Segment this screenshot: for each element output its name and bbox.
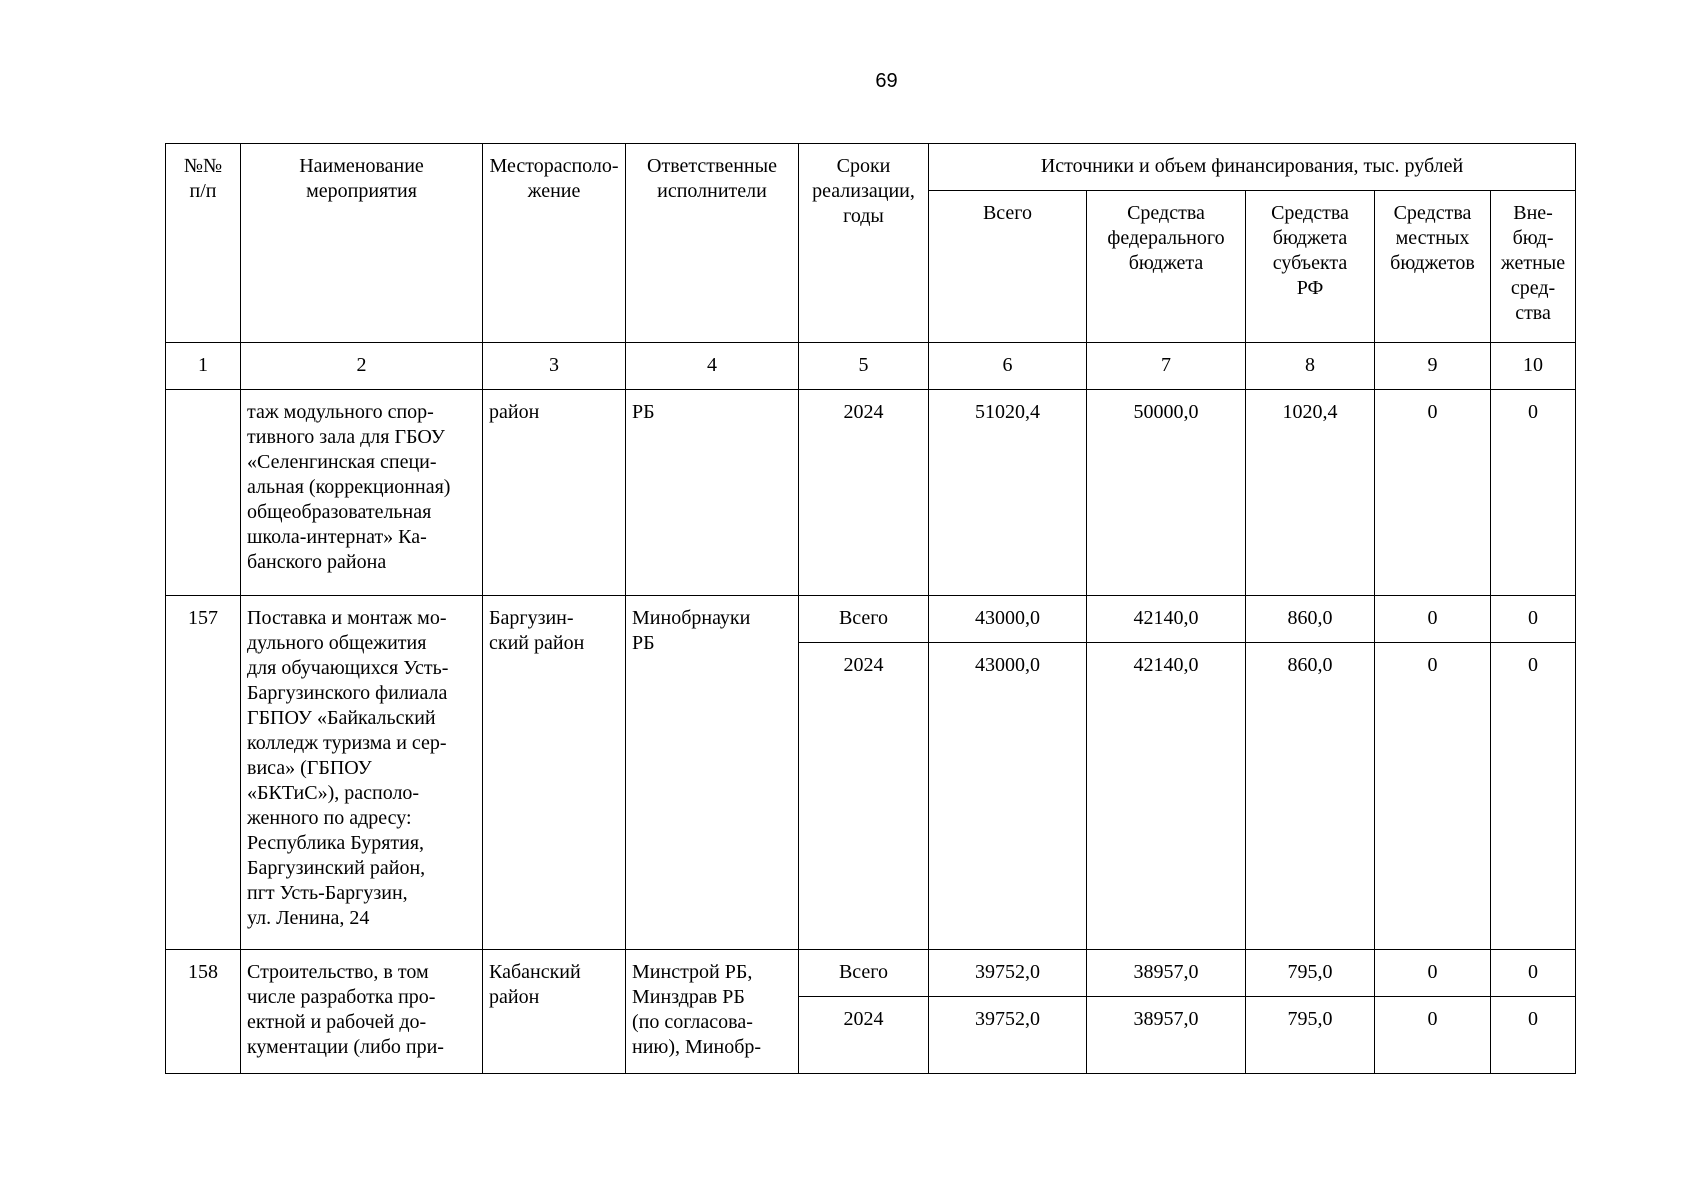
row-local: 0 <box>1375 390 1491 596</box>
row-subject: 795,0 <box>1246 997 1375 1074</box>
row-local: 0 <box>1375 643 1491 950</box>
row-term: Всего <box>799 596 929 643</box>
column-number: 7 <box>1087 343 1246 390</box>
header-local: Средства местных бюджетов <box>1375 191 1491 343</box>
column-number: 6 <box>929 343 1087 390</box>
row-no <box>166 390 241 596</box>
header-total: Всего <box>929 191 1087 343</box>
header-extra: Вне- бюд- жетные сред- ства <box>1491 191 1576 343</box>
row-extra: 0 <box>1491 997 1576 1074</box>
column-number: 8 <box>1246 343 1375 390</box>
row-local: 0 <box>1375 596 1491 643</box>
row-location: Кабанский район <box>483 950 626 1074</box>
row-total: 39752,0 <box>929 950 1087 997</box>
row-extra: 0 <box>1491 950 1576 997</box>
header-federal: Средства федерального бюджета <box>1087 191 1246 343</box>
column-number: 10 <box>1491 343 1576 390</box>
page-number: 69 <box>875 70 898 92</box>
row-extra: 0 <box>1491 390 1576 596</box>
row-federal: 42140,0 <box>1087 596 1246 643</box>
row-subject: 860,0 <box>1246 596 1375 643</box>
row-responsible: Минобрнауки РБ <box>626 596 799 950</box>
row-responsible: Минстрой РБ, Минздрав РБ (по согласова- нию), Минобр- <box>626 950 799 1074</box>
header-responsible: Ответственные исполнители <box>626 144 799 343</box>
row-local: 0 <box>1375 950 1491 997</box>
row-term: 2024 <box>799 390 929 596</box>
column-number: 1 <box>166 343 241 390</box>
header-no: №№ п/п <box>166 144 241 343</box>
row-extra: 0 <box>1491 643 1576 950</box>
row-term: Всего <box>799 950 929 997</box>
row-total: 43000,0 <box>929 643 1087 950</box>
financing-table <box>165 143 1576 1074</box>
row-name: таж модульного спор- тивного зала для ГБОУ «Селенгинская специ- альная (коррекционная) общеобразовательная школа-интернат» Ка- банского района <box>241 390 483 596</box>
table-row <box>166 596 1576 643</box>
header-subject: Средства бюджета субъекта РФ <box>1246 191 1375 343</box>
row-local: 0 <box>1375 997 1491 1074</box>
row-federal: 38957,0 <box>1087 950 1246 997</box>
row-federal: 42140,0 <box>1087 643 1246 950</box>
table-row <box>166 950 1576 997</box>
row-federal: 50000,0 <box>1087 390 1246 596</box>
row-subject: 860,0 <box>1246 643 1375 950</box>
row-responsible: РБ <box>626 390 799 596</box>
column-number: 2 <box>241 343 483 390</box>
row-subject: 795,0 <box>1246 950 1375 997</box>
row-name: Поставка и монтаж мо- дульного общежития для обучающихся Усть- Баргузинского филиала ГБПОУ «Байкальский колледж туризма и сер- виса» (ГБПОУ «БКТиС»), располо- женного по адресу: Республика Бурятия, Баргузинский район, пгт Усть-Баргузин, ул. Ленина, 24 <box>241 596 483 950</box>
row-term: 2024 <box>799 997 929 1074</box>
row-total: 39752,0 <box>929 997 1087 1074</box>
row-no: 157 <box>166 596 241 950</box>
column-number: 3 <box>483 343 626 390</box>
row-term: 2024 <box>799 643 929 950</box>
column-number: 4 <box>626 343 799 390</box>
header-name: Наименование мероприятия <box>241 144 483 343</box>
row-federal: 38957,0 <box>1087 997 1246 1074</box>
row-no: 158 <box>166 950 241 1074</box>
header-funding: Источники и объем финансирования, тыс. рублей <box>929 144 1576 191</box>
row-total: 51020,4 <box>929 390 1087 596</box>
table-row <box>166 390 1576 596</box>
header-terms: Сроки реализации, годы <box>799 144 929 343</box>
header-location: Месторасполо- жение <box>483 144 626 343</box>
row-location: район <box>483 390 626 596</box>
column-number: 5 <box>799 343 929 390</box>
row-name: Строительство, в том числе разработка про- ектной и рабочей до- кументации (либо при- <box>241 950 483 1074</box>
header-row-1 <box>166 144 1576 191</box>
column-number: 9 <box>1375 343 1491 390</box>
row-location: Баргузин- ский район <box>483 596 626 950</box>
row-extra: 0 <box>1491 596 1576 643</box>
row-subject: 1020,4 <box>1246 390 1375 596</box>
row-total: 43000,0 <box>929 596 1087 643</box>
column-numbers-row <box>166 343 1576 390</box>
